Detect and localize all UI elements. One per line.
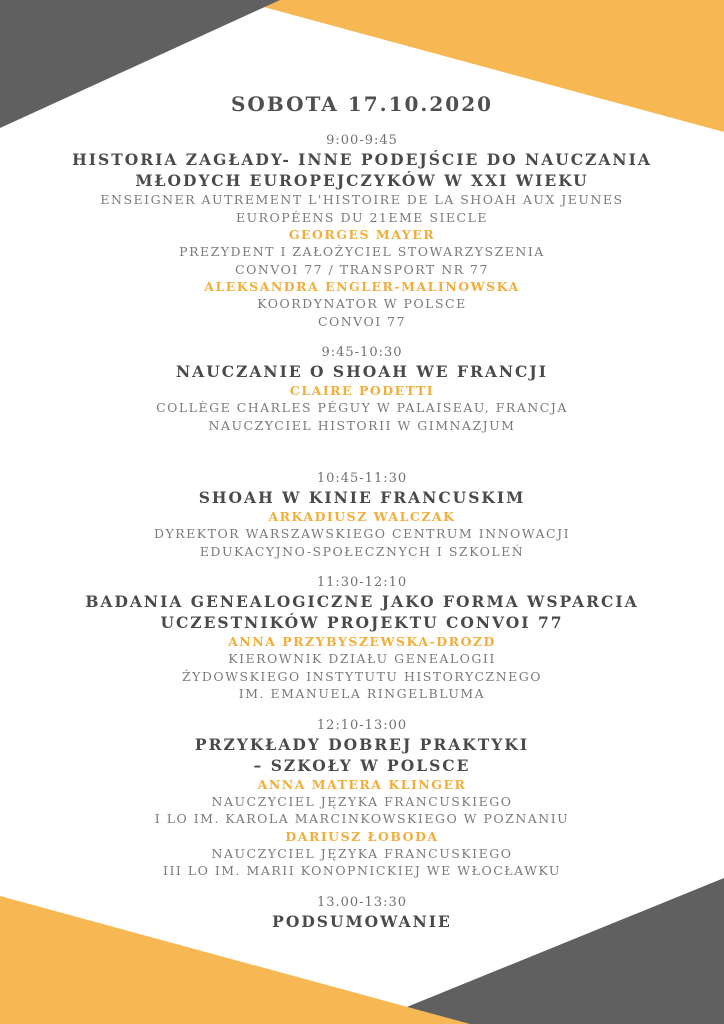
session-time: 12:10-13:00 — [316, 717, 408, 733]
speaker-name: ARKADIUSZ WALCZAK — [268, 509, 456, 524]
speaker-name: CLAIRE PODETTI — [289, 383, 435, 398]
speaker-name: GEORGES MAYER — [288, 227, 436, 242]
session-title-line: UCZESTNIKÓW PROJEKTU CONVOI 77 — [160, 613, 564, 632]
speaker-role: NAUCZYCIEL HISTORII W GIMNAZJUM — [208, 417, 516, 433]
session-title-line: – SZKOŁY W POLSCE — [253, 755, 471, 775]
session-time: 9:45-10:30 — [321, 345, 403, 360]
speaker-role: III LO IM. MARII KONOPNICKIEJ WE WŁOCŁAWKU — [163, 863, 561, 878]
speaker-role: PREZYDENT I ZAŁOŻYCIEL STOWARZYSZENIA — [179, 244, 545, 259]
speaker-role: I LO IM. KAROLA MARCINKOWSKIEGO W POZNANIU — [154, 811, 570, 826]
speaker-name: ANNA MATERA KLINGER — [257, 776, 467, 792]
session-description: EUROPÉENS DU 21EME SIECLE — [235, 209, 489, 225]
speaker-role: COLLÈGE CHARLES PÉGUY W PALAISEAU, FRANCJA — [156, 400, 568, 415]
session-title-line: NAUCZANIE O SHOAH WE FRANCJI — [176, 362, 548, 381]
speaker-role: KIEROWNIK DZIAŁU GENEALOGII — [228, 651, 496, 666]
session — [0, 132, 724, 330]
session — [0, 574, 724, 703]
speaker-role: CONVOI 77 — [317, 313, 407, 329]
session-title-line: PRZYKŁADY DOBREJ PRAKTYKI — [194, 734, 530, 754]
agenda — [0, 92, 724, 932]
session-title-line: PODSUMOWANIE — [272, 911, 452, 931]
session-title-line: SHOAH W KINIE FRANCUSKIM — [198, 488, 526, 507]
session-time: 11:30-12:10 — [316, 575, 408, 590]
session-time: 10:45-11:30 — [316, 471, 408, 486]
session-title-line: HISTORIA ZAGŁADY- INNE PODEJŚCIE DO NAUCZANIA — [72, 150, 652, 169]
session-time: 13.00-13:30 — [316, 894, 408, 910]
speaker-role: NAUCZYCIEL JĘZYKA FRANCUSKIEGO — [211, 845, 513, 861]
speaker-role: EDUKACYJNO-SPOŁECZNYCH I SZKOLEŃ — [199, 543, 525, 559]
speaker-role: ŻYDOWSKIEGO INSTYTUTU HISTORYCZNEGO — [181, 668, 543, 684]
speaker-name: DARIUSZ ŁOBODA — [285, 828, 439, 844]
speaker-name: ALEKSANDRA ENGLER-MALINOWSKA — [204, 279, 520, 294]
speaker-role: NAUCZYCIEL JĘZYKA FRANCUSKIEGO — [211, 793, 513, 809]
speaker-role: CONVOI 77 / TRANSPORT NR 77 — [235, 261, 489, 277]
speaker-role: IM. EMANUELA RINGELBLUMA — [238, 686, 486, 701]
speaker-role: KOORDYNATOR W POLSCE — [257, 296, 467, 311]
session — [0, 470, 724, 560]
speaker-role: DYREKTOR WARSZAWSKIEGO CENTRUM INNOWACJI — [153, 526, 571, 541]
session — [0, 344, 724, 434]
session-time: 9:00-9:45 — [326, 133, 398, 148]
speaker-name: ANNA PRZYBYSZEWSKA-DROZD — [228, 634, 496, 649]
session-title-line: MŁODYCH EUROPEJCZYKÓW W XXI WIEKU — [135, 171, 589, 190]
session-title-line: BADANIA GENEALOGICZNE JAKO FORMA WSPARCIA — [85, 592, 639, 611]
session — [0, 894, 724, 932]
session — [0, 717, 724, 880]
session-description: ENSEIGNER AUTREMENT L'HISTOIRE DE LA SHOAH AUX JEUNES — [100, 192, 624, 207]
agenda-date: SOBOTA 17.10.2020 — [230, 92, 494, 116]
